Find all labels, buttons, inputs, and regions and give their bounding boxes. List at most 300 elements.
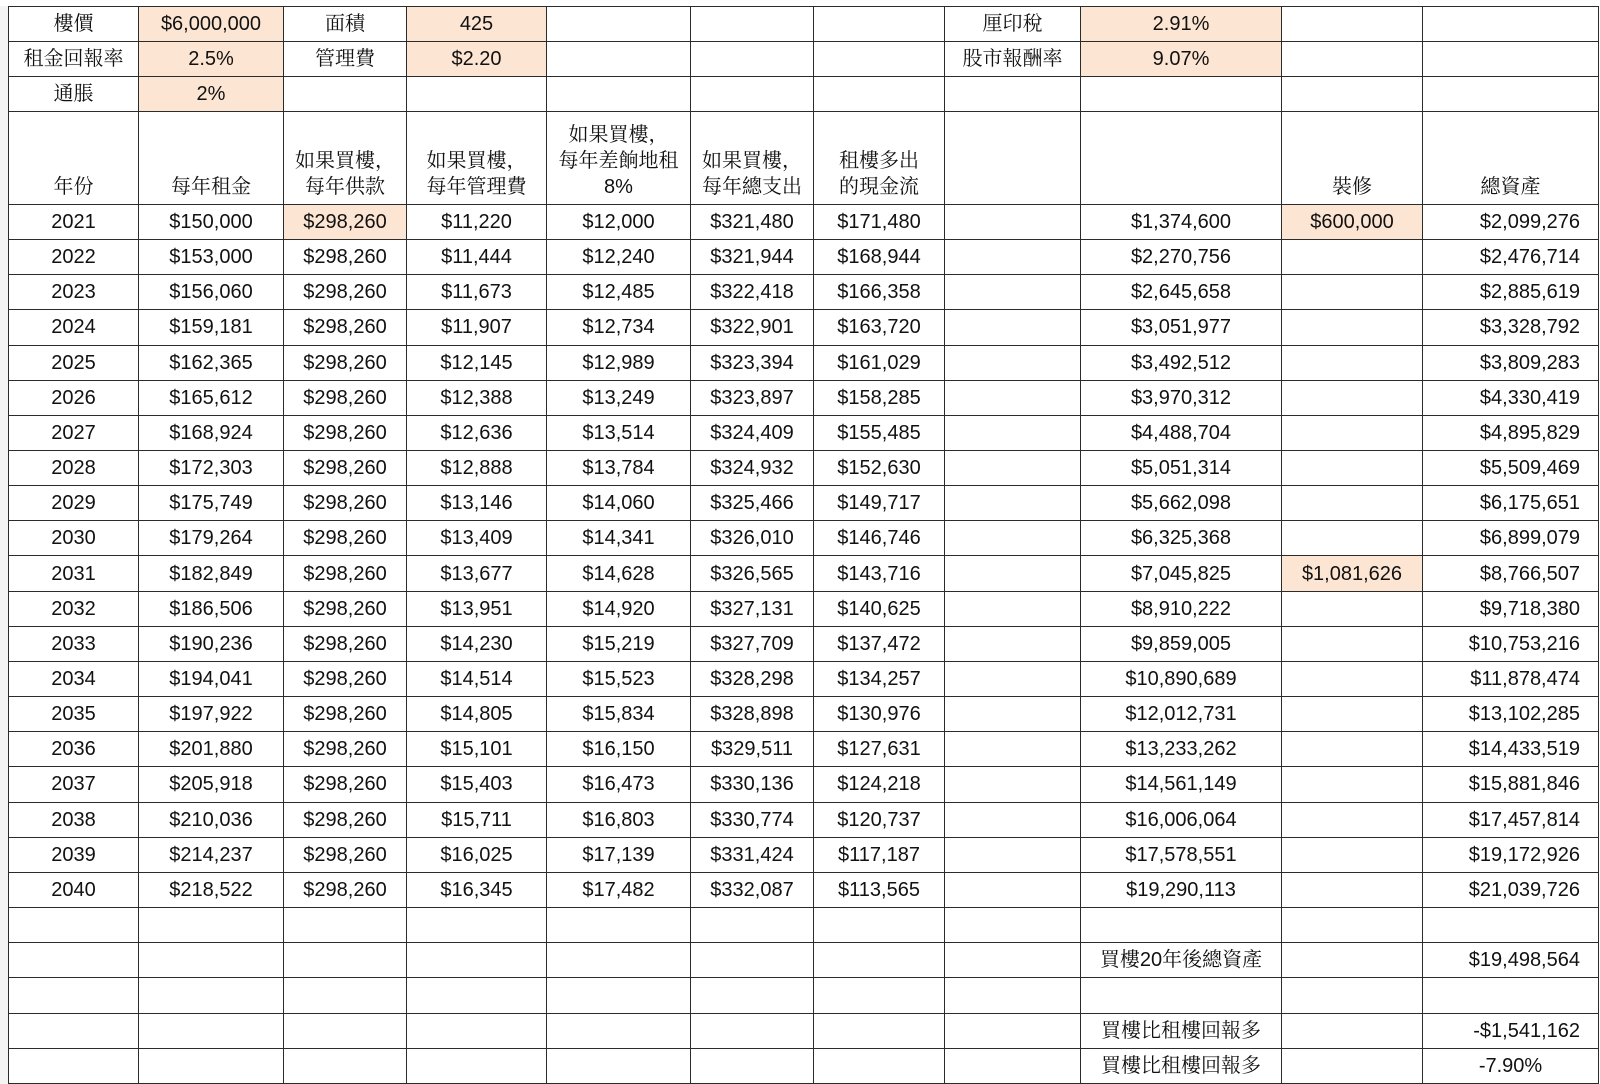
- header-annual-rent[interactable]: 每年租金: [139, 112, 284, 204]
- cell-total-assets[interactable]: $19,172,926: [1423, 837, 1599, 872]
- cell-empty[interactable]: [1282, 908, 1423, 943]
- cell-empty[interactable]: [547, 77, 691, 112]
- cell-year[interactable]: 2039: [9, 837, 139, 872]
- cell-investment-value[interactable]: $1,374,600: [1081, 204, 1282, 239]
- cell-rates[interactable]: $12,000: [547, 204, 691, 239]
- cell-rates[interactable]: $15,523: [547, 661, 691, 696]
- cell-extra-cash[interactable]: $140,625: [814, 591, 945, 626]
- cell-extra-cash[interactable]: $130,976: [814, 697, 945, 732]
- cell-total-spend[interactable]: $324,932: [691, 451, 814, 486]
- cell-investment-value[interactable]: $16,006,064: [1081, 802, 1282, 837]
- cell-empty[interactable]: [1282, 1048, 1423, 1083]
- cell-mgmt-fee[interactable]: $14,514: [407, 661, 547, 696]
- cell-investment-value[interactable]: $6,325,368: [1081, 521, 1282, 556]
- cell-total-assets[interactable]: $10,753,216: [1423, 626, 1599, 661]
- cell-empty[interactable]: [945, 112, 1081, 204]
- cell-annual-rent[interactable]: $168,924: [139, 415, 284, 450]
- cell-rates[interactable]: $13,249: [547, 380, 691, 415]
- cell-empty[interactable]: [284, 77, 407, 112]
- cell-mgmt-fee[interactable]: $15,403: [407, 767, 547, 802]
- cell-empty[interactable]: [1282, 943, 1423, 978]
- cell-investment-value[interactable]: $13,233,262: [1081, 732, 1282, 767]
- cell-annual-rent[interactable]: $205,918: [139, 767, 284, 802]
- cell-mgmt-fee[interactable]: $12,888: [407, 451, 547, 486]
- cell-total-spend[interactable]: $328,898: [691, 697, 814, 732]
- cell-total-spend[interactable]: $328,298: [691, 661, 814, 696]
- cell-total-assets[interactable]: $5,509,469: [1423, 451, 1599, 486]
- cell-empty[interactable]: [945, 1048, 1081, 1083]
- cell-extra-cash[interactable]: $152,630: [814, 451, 945, 486]
- cell-investment-value[interactable]: $9,859,005: [1081, 626, 1282, 661]
- cell-empty[interactable]: [945, 521, 1081, 556]
- cell-renovation[interactable]: [1282, 837, 1423, 872]
- cell-empty[interactable]: [945, 486, 1081, 521]
- cell-empty[interactable]: [945, 697, 1081, 732]
- cell-annual-rent[interactable]: $182,849: [139, 556, 284, 591]
- cell-empty[interactable]: [547, 42, 691, 77]
- cell-annual-rent[interactable]: $186,506: [139, 591, 284, 626]
- cell-extra-cash[interactable]: $137,472: [814, 626, 945, 661]
- cell-empty[interactable]: [945, 908, 1081, 943]
- cell-total-assets[interactable]: $6,175,651: [1423, 486, 1599, 521]
- header-mgmt-fee[interactable]: 如果買樓， 每年管理費: [407, 112, 547, 204]
- cell-empty[interactable]: [945, 556, 1081, 591]
- cell-extra-cash[interactable]: $146,746: [814, 521, 945, 556]
- cell-mgmt-fee[interactable]: $11,673: [407, 275, 547, 310]
- cell-empty[interactable]: [945, 415, 1081, 450]
- cell-year[interactable]: 2037: [9, 767, 139, 802]
- cell-mortgage[interactable]: $298,260: [284, 837, 407, 872]
- cell-total-spend[interactable]: $323,394: [691, 345, 814, 380]
- cell-mortgage[interactable]: $298,260: [284, 451, 407, 486]
- cell-empty[interactable]: [945, 767, 1081, 802]
- cell-empty[interactable]: [945, 978, 1081, 1013]
- cell-mgmt-fee[interactable]: $14,230: [407, 626, 547, 661]
- cell-annual-rent[interactable]: $156,060: [139, 275, 284, 310]
- cell-mortgage[interactable]: $298,260: [284, 872, 407, 907]
- cell-annual-rent[interactable]: $175,749: [139, 486, 284, 521]
- cell-empty[interactable]: [407, 1013, 547, 1048]
- cell-yield-value[interactable]: 2.5%: [139, 42, 284, 77]
- cell-mortgage[interactable]: $298,260: [284, 802, 407, 837]
- cell-annual-rent[interactable]: $210,036: [139, 802, 284, 837]
- cell-empty[interactable]: [945, 1013, 1081, 1048]
- cell-rates[interactable]: $15,219: [547, 626, 691, 661]
- cell-empty[interactable]: [1081, 908, 1282, 943]
- cell-total-spend[interactable]: $325,466: [691, 486, 814, 521]
- cell-empty[interactable]: [407, 1048, 547, 1083]
- cell-empty[interactable]: [407, 908, 547, 943]
- cell-mgmt-fee[interactable]: $11,444: [407, 240, 547, 275]
- cell-investment-value[interactable]: $8,910,222: [1081, 591, 1282, 626]
- cell-empty[interactable]: [1282, 42, 1423, 77]
- cell-rates[interactable]: $12,485: [547, 275, 691, 310]
- cell-empty[interactable]: [407, 943, 547, 978]
- cell-empty[interactable]: [1282, 978, 1423, 1013]
- header-extra-cash[interactable]: 租樓多出 的現金流: [814, 112, 945, 204]
- cell-mgmt-fee[interactable]: $12,636: [407, 415, 547, 450]
- cell-total-assets[interactable]: $21,039,726: [1423, 872, 1599, 907]
- cell-extra-cash[interactable]: $168,944: [814, 240, 945, 275]
- cell-total-assets[interactable]: $13,102,285: [1423, 697, 1599, 732]
- cell-empty[interactable]: [691, 943, 814, 978]
- cell-mortgage[interactable]: $298,260: [284, 626, 407, 661]
- cell-empty[interactable]: [814, 1013, 945, 1048]
- cell-empty[interactable]: [945, 310, 1081, 345]
- cell-empty[interactable]: [814, 42, 945, 77]
- cell-empty[interactable]: [945, 77, 1081, 112]
- cell-empty[interactable]: [814, 77, 945, 112]
- cell-mortgage[interactable]: $298,260: [284, 661, 407, 696]
- cell-empty[interactable]: [691, 908, 814, 943]
- cell-empty[interactable]: [945, 943, 1081, 978]
- cell-rates[interactable]: $17,139: [547, 837, 691, 872]
- cell-total-assets[interactable]: $17,457,814: [1423, 802, 1599, 837]
- cell-annual-rent[interactable]: $153,000: [139, 240, 284, 275]
- cell-renovation[interactable]: [1282, 591, 1423, 626]
- cell-empty[interactable]: [945, 240, 1081, 275]
- cell-total-spend[interactable]: $330,774: [691, 802, 814, 837]
- cell-empty[interactable]: [814, 7, 945, 42]
- cell-renovation[interactable]: [1282, 767, 1423, 802]
- cell-extra-cash[interactable]: $143,716: [814, 556, 945, 591]
- cell-annual-rent[interactable]: $159,181: [139, 310, 284, 345]
- cell-mgmt-fee[interactable]: $13,146: [407, 486, 547, 521]
- cell-renovation[interactable]: $1,081,626: [1282, 556, 1423, 591]
- cell-annual-rent[interactable]: $172,303: [139, 451, 284, 486]
- summary-diff-amount-label[interactable]: 買樓比租樓回報多: [1081, 1013, 1282, 1048]
- cell-total-spend[interactable]: $332,087: [691, 872, 814, 907]
- cell-renovation[interactable]: [1282, 697, 1423, 732]
- cell-renovation[interactable]: [1282, 451, 1423, 486]
- cell-extra-cash[interactable]: $113,565: [814, 872, 945, 907]
- cell-empty[interactable]: [139, 908, 284, 943]
- cell-empty[interactable]: [139, 943, 284, 978]
- cell-total-spend[interactable]: $322,418: [691, 275, 814, 310]
- cell-empty[interactable]: [284, 1048, 407, 1083]
- cell-empty[interactable]: [547, 908, 691, 943]
- cell-empty[interactable]: [407, 978, 547, 1013]
- cell-empty[interactable]: [9, 1048, 139, 1083]
- cell-year[interactable]: 2040: [9, 872, 139, 907]
- cell-total-spend[interactable]: $326,010: [691, 521, 814, 556]
- cell-investment-value[interactable]: $5,662,098: [1081, 486, 1282, 521]
- cell-year[interactable]: 2023: [9, 275, 139, 310]
- cell-mgmt-fee[interactable]: $16,345: [407, 872, 547, 907]
- cell-empty[interactable]: [1423, 42, 1599, 77]
- cell-mgmt-fee[interactable]: $15,101: [407, 732, 547, 767]
- cell-year[interactable]: 2021: [9, 204, 139, 239]
- cell-empty[interactable]: [691, 42, 814, 77]
- cell-empty[interactable]: [691, 1048, 814, 1083]
- cell-mortgage[interactable]: $298,260: [284, 732, 407, 767]
- cell-mgmt-fee[interactable]: $13,677: [407, 556, 547, 591]
- cell-rates[interactable]: $16,473: [547, 767, 691, 802]
- cell-inflation-label[interactable]: 通脹: [9, 77, 139, 112]
- cell-renovation[interactable]: [1282, 872, 1423, 907]
- cell-inflation-value[interactable]: 2%: [139, 77, 284, 112]
- cell-investment-value[interactable]: $19,290,113: [1081, 872, 1282, 907]
- cell-renovation[interactable]: [1282, 240, 1423, 275]
- summary-buy-total-value[interactable]: $19,498,564: [1423, 943, 1599, 978]
- header-total-spend[interactable]: 如果買樓， 每年總支出: [691, 112, 814, 204]
- cell-year[interactable]: 2034: [9, 661, 139, 696]
- cell-mortgage[interactable]: $298,260: [284, 556, 407, 591]
- summary-diff-amount-value[interactable]: -$1,541,162: [1423, 1013, 1599, 1048]
- cell-renovation[interactable]: [1282, 521, 1423, 556]
- cell-empty[interactable]: [814, 1048, 945, 1083]
- cell-mortgage[interactable]: $298,260: [284, 204, 407, 239]
- cell-investment-value[interactable]: $4,488,704: [1081, 415, 1282, 450]
- cell-annual-rent[interactable]: $162,365: [139, 345, 284, 380]
- cell-stamp-label[interactable]: 厘印稅: [945, 7, 1081, 42]
- cell-investment-value[interactable]: $3,051,977: [1081, 310, 1282, 345]
- cell-rates[interactable]: $15,834: [547, 697, 691, 732]
- cell-empty[interactable]: [945, 837, 1081, 872]
- cell-empty[interactable]: [139, 1013, 284, 1048]
- cell-extra-cash[interactable]: $117,187: [814, 837, 945, 872]
- cell-mgmt-value[interactable]: $2.20: [407, 42, 547, 77]
- cell-year[interactable]: 2022: [9, 240, 139, 275]
- cell-total-assets[interactable]: $6,899,079: [1423, 521, 1599, 556]
- cell-extra-cash[interactable]: $171,480: [814, 204, 945, 239]
- cell-total-spend[interactable]: $323,897: [691, 380, 814, 415]
- cell-empty[interactable]: [1081, 77, 1282, 112]
- cell-extra-cash[interactable]: $134,257: [814, 661, 945, 696]
- cell-rates[interactable]: $17,482: [547, 872, 691, 907]
- cell-extra-cash[interactable]: $161,029: [814, 345, 945, 380]
- cell-year[interactable]: 2031: [9, 556, 139, 591]
- cell-total-assets[interactable]: $4,895,829: [1423, 415, 1599, 450]
- cell-empty[interactable]: [945, 275, 1081, 310]
- cell-investment-value[interactable]: $2,645,658: [1081, 275, 1282, 310]
- cell-empty[interactable]: [814, 908, 945, 943]
- cell-year[interactable]: 2026: [9, 380, 139, 415]
- cell-annual-rent[interactable]: $190,236: [139, 626, 284, 661]
- cell-renovation[interactable]: [1282, 345, 1423, 380]
- cell-investment-value[interactable]: $2,270,756: [1081, 240, 1282, 275]
- cell-investment-value[interactable]: $14,561,149: [1081, 767, 1282, 802]
- cell-empty[interactable]: [814, 943, 945, 978]
- cell-renovation[interactable]: [1282, 415, 1423, 450]
- header-year[interactable]: 年份: [9, 112, 139, 204]
- cell-renovation[interactable]: [1282, 626, 1423, 661]
- cell-empty[interactable]: [1423, 978, 1599, 1013]
- cell-mortgage[interactable]: $298,260: [284, 697, 407, 732]
- cell-empty[interactable]: [9, 978, 139, 1013]
- cell-total-assets[interactable]: $4,330,419: [1423, 380, 1599, 415]
- cell-total-spend[interactable]: $324,409: [691, 415, 814, 450]
- cell-extra-cash[interactable]: $120,737: [814, 802, 945, 837]
- cell-rates[interactable]: $12,734: [547, 310, 691, 345]
- cell-yield-label[interactable]: 租金回報率: [9, 42, 139, 77]
- cell-empty[interactable]: [547, 1048, 691, 1083]
- cell-renovation[interactable]: [1282, 732, 1423, 767]
- cell-mortgage[interactable]: $298,260: [284, 275, 407, 310]
- header-renovation[interactable]: 裝修: [1282, 112, 1423, 204]
- cell-rates[interactable]: $13,514: [547, 415, 691, 450]
- cell-renovation[interactable]: [1282, 275, 1423, 310]
- cell-empty[interactable]: [945, 626, 1081, 661]
- cell-renovation[interactable]: [1282, 661, 1423, 696]
- cell-empty[interactable]: [1423, 77, 1599, 112]
- cell-empty[interactable]: [1423, 7, 1599, 42]
- cell-total-spend[interactable]: $326,565: [691, 556, 814, 591]
- cell-mortgage[interactable]: $298,260: [284, 345, 407, 380]
- cell-extra-cash[interactable]: $124,218: [814, 767, 945, 802]
- cell-empty[interactable]: [945, 591, 1081, 626]
- cell-mortgage[interactable]: $298,260: [284, 240, 407, 275]
- cell-rates[interactable]: $13,784: [547, 451, 691, 486]
- header-mortgage[interactable]: 如果買樓， 每年供款: [284, 112, 407, 204]
- cell-extra-cash[interactable]: $155,485: [814, 415, 945, 450]
- cell-year[interactable]: 2030: [9, 521, 139, 556]
- cell-year[interactable]: 2024: [9, 310, 139, 345]
- cell-mgmt-label[interactable]: 管理費: [284, 42, 407, 77]
- cell-annual-rent[interactable]: $150,000: [139, 204, 284, 239]
- cell-total-spend[interactable]: $327,709: [691, 626, 814, 661]
- cell-area-value[interactable]: 425: [407, 7, 547, 42]
- cell-renovation[interactable]: $600,000: [1282, 204, 1423, 239]
- cell-annual-rent[interactable]: $197,922: [139, 697, 284, 732]
- cell-investment-value[interactable]: $3,970,312: [1081, 380, 1282, 415]
- header-total-assets[interactable]: 總資產: [1423, 112, 1599, 204]
- cell-empty[interactable]: [945, 732, 1081, 767]
- cell-renovation[interactable]: [1282, 486, 1423, 521]
- cell-empty[interactable]: [284, 908, 407, 943]
- cell-mortgage[interactable]: $298,260: [284, 486, 407, 521]
- cell-mortgage[interactable]: $298,260: [284, 591, 407, 626]
- cell-extra-cash[interactable]: $163,720: [814, 310, 945, 345]
- cell-price-value[interactable]: $6,000,000: [139, 7, 284, 42]
- cell-empty[interactable]: [9, 1013, 139, 1048]
- cell-investment-value[interactable]: $5,051,314: [1081, 451, 1282, 486]
- cell-rates[interactable]: $12,240: [547, 240, 691, 275]
- cell-total-assets[interactable]: $11,878,474: [1423, 661, 1599, 696]
- cell-rates[interactable]: $14,628: [547, 556, 691, 591]
- cell-total-spend[interactable]: $327,131: [691, 591, 814, 626]
- cell-total-spend[interactable]: $329,511: [691, 732, 814, 767]
- cell-mgmt-fee[interactable]: $12,388: [407, 380, 547, 415]
- cell-mgmt-fee[interactable]: $15,711: [407, 802, 547, 837]
- cell-year[interactable]: 2025: [9, 345, 139, 380]
- cell-year[interactable]: 2032: [9, 591, 139, 626]
- cell-empty[interactable]: [945, 661, 1081, 696]
- cell-total-assets[interactable]: $3,328,792: [1423, 310, 1599, 345]
- cell-annual-rent[interactable]: $165,612: [139, 380, 284, 415]
- cell-year[interactable]: 2035: [9, 697, 139, 732]
- cell-empty[interactable]: [1282, 77, 1423, 112]
- cell-total-assets[interactable]: $14,433,519: [1423, 732, 1599, 767]
- cell-empty[interactable]: [1081, 978, 1282, 1013]
- cell-empty[interactable]: [691, 77, 814, 112]
- cell-total-assets[interactable]: $3,809,283: [1423, 345, 1599, 380]
- cell-rates[interactable]: $14,060: [547, 486, 691, 521]
- cell-rates[interactable]: $12,989: [547, 345, 691, 380]
- cell-empty[interactable]: [407, 77, 547, 112]
- cell-empty[interactable]: [139, 978, 284, 1013]
- summary-diff-pct-label[interactable]: 買樓比租樓回報多: [1081, 1048, 1282, 1083]
- cell-empty[interactable]: [945, 345, 1081, 380]
- summary-buy-total-label[interactable]: 買樓20年後總資產: [1081, 943, 1282, 978]
- cell-empty[interactable]: [1423, 908, 1599, 943]
- cell-empty[interactable]: [945, 380, 1081, 415]
- cell-empty[interactable]: [691, 978, 814, 1013]
- cell-year[interactable]: 2036: [9, 732, 139, 767]
- cell-mgmt-fee[interactable]: $12,145: [407, 345, 547, 380]
- cell-empty[interactable]: [945, 802, 1081, 837]
- cell-annual-rent[interactable]: $194,041: [139, 661, 284, 696]
- cell-empty[interactable]: [284, 1013, 407, 1048]
- cell-mortgage[interactable]: $298,260: [284, 767, 407, 802]
- cell-mgmt-fee[interactable]: $13,951: [407, 591, 547, 626]
- cell-extra-cash[interactable]: $149,717: [814, 486, 945, 521]
- cell-mgmt-fee[interactable]: $13,409: [407, 521, 547, 556]
- cell-area-label[interactable]: 面積: [284, 7, 407, 42]
- cell-empty[interactable]: [547, 1013, 691, 1048]
- cell-renovation[interactable]: [1282, 380, 1423, 415]
- cell-empty[interactable]: [1282, 7, 1423, 42]
- cell-total-spend[interactable]: $331,424: [691, 837, 814, 872]
- cell-mgmt-fee[interactable]: $14,805: [407, 697, 547, 732]
- cell-mortgage[interactable]: $298,260: [284, 521, 407, 556]
- cell-investment-value[interactable]: $10,890,689: [1081, 661, 1282, 696]
- cell-annual-rent[interactable]: $179,264: [139, 521, 284, 556]
- cell-empty[interactable]: [1081, 112, 1282, 204]
- cell-rates[interactable]: $16,803: [547, 802, 691, 837]
- cell-total-spend[interactable]: $322,901: [691, 310, 814, 345]
- cell-mortgage[interactable]: $298,260: [284, 415, 407, 450]
- cell-total-assets[interactable]: $2,476,714: [1423, 240, 1599, 275]
- header-rates[interactable]: 如果買樓， 每年差餉地租 8%: [547, 112, 691, 204]
- cell-year[interactable]: 2038: [9, 802, 139, 837]
- cell-empty[interactable]: [547, 7, 691, 42]
- cell-empty[interactable]: [945, 204, 1081, 239]
- cell-empty[interactable]: [547, 943, 691, 978]
- cell-investment-value[interactable]: $17,578,551: [1081, 837, 1282, 872]
- cell-empty[interactable]: [691, 1013, 814, 1048]
- cell-empty[interactable]: [945, 872, 1081, 907]
- cell-renovation[interactable]: [1282, 310, 1423, 345]
- cell-year[interactable]: 2027: [9, 415, 139, 450]
- cell-total-assets[interactable]: $9,718,380: [1423, 591, 1599, 626]
- cell-year[interactable]: 2028: [9, 451, 139, 486]
- cell-extra-cash[interactable]: $158,285: [814, 380, 945, 415]
- cell-stamp-value[interactable]: 2.91%: [1081, 7, 1282, 42]
- cell-empty[interactable]: [814, 978, 945, 1013]
- cell-total-spend[interactable]: $321,480: [691, 204, 814, 239]
- cell-total-spend[interactable]: $321,944: [691, 240, 814, 275]
- cell-rates[interactable]: $16,150: [547, 732, 691, 767]
- cell-rates[interactable]: $14,920: [547, 591, 691, 626]
- cell-total-assets[interactable]: $2,885,619: [1423, 275, 1599, 310]
- cell-total-spend[interactable]: $330,136: [691, 767, 814, 802]
- cell-empty[interactable]: [691, 7, 814, 42]
- cell-annual-rent[interactable]: $214,237: [139, 837, 284, 872]
- summary-diff-pct-value[interactable]: -7.90%: [1423, 1048, 1599, 1083]
- cell-total-assets[interactable]: $15,881,846: [1423, 767, 1599, 802]
- cell-mortgage[interactable]: $298,260: [284, 310, 407, 345]
- cell-price-label[interactable]: 樓價: [9, 7, 139, 42]
- cell-investment-value[interactable]: $12,012,731: [1081, 697, 1282, 732]
- cell-mgmt-fee[interactable]: $16,025: [407, 837, 547, 872]
- cell-stock-label[interactable]: 股市報酬率: [945, 42, 1081, 77]
- cell-year[interactable]: 2033: [9, 626, 139, 661]
- cell-empty[interactable]: [284, 943, 407, 978]
- cell-investment-value[interactable]: $7,045,825: [1081, 556, 1282, 591]
- cell-empty[interactable]: [139, 1048, 284, 1083]
- cell-mortgage[interactable]: $298,260: [284, 380, 407, 415]
